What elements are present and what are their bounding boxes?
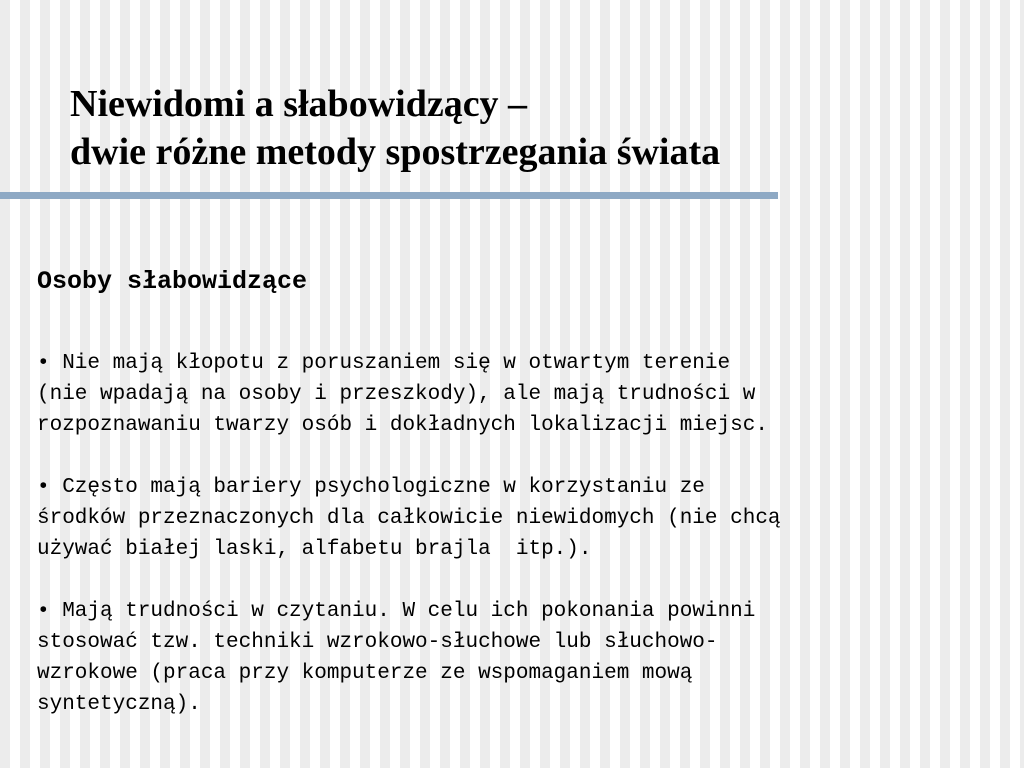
- bullet-text-line: syntetyczną).: [37, 693, 201, 716]
- bullet-text-line: (nie wpadają na osoby i przeszkody), ale mają trudności w: [37, 383, 756, 406]
- slide-content: [37, 264, 997, 720]
- slide-title-line-2: dwie różne metody spostrzegania świata: [70, 131, 721, 173]
- bullet-list: [37, 348, 997, 720]
- bullet-item: [37, 472, 997, 565]
- bullet-text-line: • Mają trudności w czytaniu. W celu ich pokonania powinni: [37, 600, 756, 623]
- bullet-item: [37, 348, 997, 441]
- bullet-text-line: stosować tzw. techniki wzrokowo-słuchowe lub słuchowo-: [37, 631, 718, 654]
- section-heading: Osoby słabowidzące: [37, 267, 308, 296]
- bullet-text-line: środków przeznaczonych dla całkowicie niewidomych (nie chcą: [37, 507, 781, 530]
- slide-title-line-1: Niewidomi a słabowidzący –: [70, 83, 528, 125]
- bullet-text-line: wzrokowe (praca przy komputerze ze wspomaganiem mową: [37, 662, 693, 685]
- bullet-text-line: • Często mają bariery psychologiczne w korzystaniu ze: [37, 476, 705, 499]
- slide-title: [70, 80, 720, 176]
- bullet-item: [37, 596, 997, 720]
- bullet-text-line: • Nie mają kłopotu z poruszaniem się w otwartym terenie: [37, 352, 731, 375]
- title-underline: [0, 192, 778, 199]
- bullet-text-line: używać białej laski, alfabetu brajla itp.).: [37, 538, 592, 561]
- bullet-text-line: rozpoznawaniu twarzy osób i dokładnych lokalizacji miejsc.: [37, 414, 768, 437]
